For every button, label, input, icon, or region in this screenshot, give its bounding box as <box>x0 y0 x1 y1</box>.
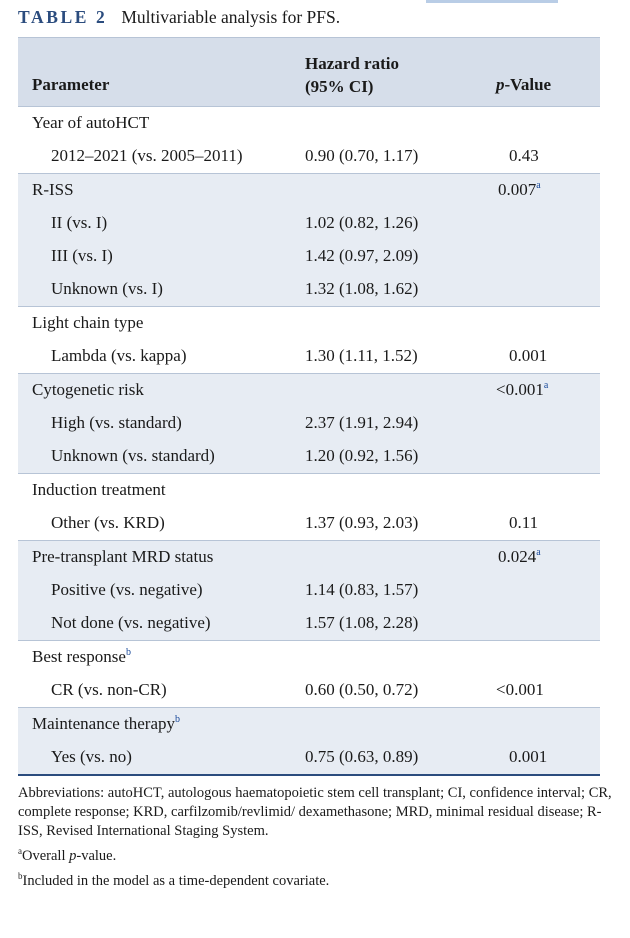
row-parameter: 2012–2021 (vs. 2005–2011) <box>51 146 243 165</box>
header-hr-line2: (95% CI) <box>305 77 374 96</box>
row-parameter: High (vs. standard) <box>51 413 182 432</box>
row-parameter: II (vs. I) <box>51 213 108 232</box>
table-row <box>18 140 600 173</box>
row-hazard-ratio: 2.37 (1.91, 2.94) <box>305 413 419 432</box>
footnote-mark-a[interactable]: a <box>536 547 541 558</box>
group-label-text: Maintenance therapy <box>32 714 176 733</box>
row-parameter: III (vs. I) <box>51 246 113 265</box>
row-hazard-ratio: 1.32 (1.08, 1.62) <box>305 279 419 298</box>
group-label: Induction treatment <box>32 480 166 499</box>
table-caption <box>18 7 340 27</box>
group-induction-treatment <box>18 473 600 540</box>
footnote-a-suffix: -value. <box>76 848 117 864</box>
row-hazard-ratio: 1.57 (1.08, 2.28) <box>305 613 419 632</box>
row-hazard-ratio: 0.90 (0.70, 1.17) <box>305 146 419 165</box>
group-label-row <box>18 307 600 340</box>
group-label-row <box>18 641 600 674</box>
table-row <box>18 440 600 473</box>
group-p-value <box>496 380 548 400</box>
table-row <box>18 741 600 774</box>
group-label: R-ISS <box>32 180 74 199</box>
row-parameter: Positive (vs. negative) <box>51 580 203 599</box>
row-hazard-ratio: 1.14 (0.83, 1.57) <box>305 580 419 599</box>
group-label: Pre-transplant MRD status <box>32 547 214 566</box>
group-label: Light chain type <box>32 313 144 332</box>
row-parameter: Unknown (vs. I) <box>51 279 163 298</box>
group-pre-transplant-mrd <box>18 540 600 640</box>
table-row <box>18 674 600 707</box>
group-label-text: Best response <box>32 647 126 666</box>
group-best-response <box>18 640 600 707</box>
group-label-row <box>18 374 600 407</box>
group-p-value <box>498 180 541 200</box>
header-p-italic: p <box>496 75 505 94</box>
table-row <box>18 507 600 540</box>
header-hr-line1: Hazard ratio <box>305 54 399 73</box>
group-label: Year of autoHCT <box>32 113 150 132</box>
footnote-b-mark: b <box>18 871 23 881</box>
group-year-of-autohct <box>18 106 600 173</box>
footnote-a-italic: p <box>69 848 77 864</box>
table-bottom-rule <box>18 774 600 776</box>
table-label: TABLE 2 <box>18 7 108 27</box>
footnote-b <box>18 872 618 891</box>
table-header <box>18 37 600 106</box>
footnote-a-prefix: Overall <box>22 848 70 864</box>
row-parameter: Other (vs. KRD) <box>51 513 165 532</box>
row-parameter: Not done (vs. negative) <box>51 613 211 632</box>
row-hazard-ratio: 1.30 (1.11, 1.52) <box>305 346 418 365</box>
footnote-mark-b[interactable]: b <box>175 714 181 725</box>
group-label <box>32 714 180 734</box>
group-label-row <box>18 541 600 574</box>
row-parameter: Lambda (vs. kappa) <box>51 346 187 365</box>
group-maintenance-therapy <box>18 707 600 774</box>
group-label-row <box>18 107 600 140</box>
row-parameter: CR (vs. non-CR) <box>51 680 167 699</box>
group-p-text: 0.024 <box>498 547 537 566</box>
group-label <box>32 647 131 667</box>
header-p-suffix: -Value <box>504 75 552 94</box>
row-hazard-ratio: 1.02 (0.82, 1.26) <box>305 213 419 232</box>
footnote-mark-a[interactable]: a <box>543 380 549 391</box>
row-p-value: 0.001 <box>509 747 548 766</box>
group-p-value <box>498 547 541 567</box>
group-label-row <box>18 174 600 207</box>
results-table <box>18 37 600 776</box>
row-p-value: 0.11 <box>509 513 539 532</box>
group-label-row <box>18 474 600 507</box>
footnote-b-text: Included in the model as a time-dependent covariate. <box>22 873 330 889</box>
group-light-chain-type <box>18 306 600 373</box>
table-row <box>18 273 600 306</box>
footnote-abbreviations: Abbreviations: autoHCT, autologous haematopoietic stem cell transplant; CI, confidence interval; CR, complete response; KRD, carfilzomib/revlimid/ dexamethasone; MRD, minimal residual disease; R-ISS, Revised International Staging System. <box>18 785 612 839</box>
header-hazard-ratio <box>305 52 399 98</box>
row-hazard-ratio: 0.75 (0.63, 0.89) <box>305 747 419 766</box>
row-hazard-ratio: 1.37 (0.93, 2.03) <box>305 513 419 532</box>
table-row <box>18 240 600 273</box>
footnote-a <box>18 847 618 866</box>
group-p-text: <0.001 <box>496 380 544 399</box>
row-parameter: Yes (vs. no) <box>51 747 132 766</box>
group-p-text: 0.007 <box>498 180 537 199</box>
header-p-value <box>496 75 551 95</box>
table-row <box>18 207 600 240</box>
table-title: Multivariable analysis for PFS. <box>121 7 341 27</box>
row-p-value: 0.43 <box>509 146 539 165</box>
group-cytogenetic-risk <box>18 373 600 473</box>
row-hazard-ratio: 1.42 (0.97, 2.09) <box>305 246 419 265</box>
group-r-iss <box>18 173 600 306</box>
row-p-value: <0.001 <box>496 680 544 699</box>
table-footnotes <box>18 784 618 891</box>
group-label-row <box>18 708 600 741</box>
row-hazard-ratio: 0.60 (0.50, 0.72) <box>305 680 419 699</box>
footnote-a-mark: a <box>18 846 22 856</box>
row-p-value: 0.001 <box>509 346 548 365</box>
table-row <box>18 407 600 440</box>
footnote-mark-a[interactable]: a <box>536 180 541 191</box>
table-row <box>18 607 600 640</box>
caption-rule <box>426 0 558 3</box>
footnote-mark-b[interactable]: b <box>125 647 131 658</box>
row-hazard-ratio: 1.20 (0.92, 1.56) <box>305 446 419 465</box>
group-label: Cytogenetic risk <box>32 380 144 399</box>
row-parameter: Unknown (vs. standard) <box>51 446 215 465</box>
table-row <box>18 340 600 373</box>
table-row <box>18 574 600 607</box>
header-parameter: Parameter <box>32 75 110 94</box>
